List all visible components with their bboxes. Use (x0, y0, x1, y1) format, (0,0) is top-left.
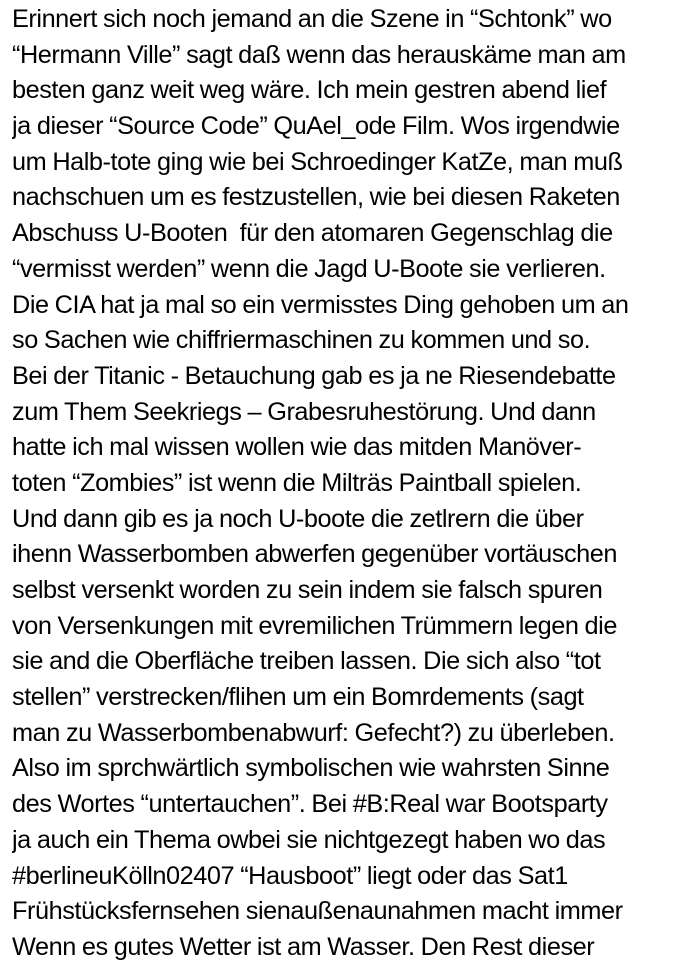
text-line-27: Wenn es gutes Wetter ist am Wasser. Den Rest dieser (12, 932, 595, 961)
text-line-16: ihenn Wasserbomben abwerfen gegenüber vortäuschen (12, 540, 618, 569)
text-line-18: von Versenkungen mit evremilichen Trümmern legen die (12, 611, 617, 640)
text-line-13: hatte ich mal wissen wollen wie das mitden Manöver- (12, 433, 582, 462)
text-line-14: toten “Zombies” ist wenn die Milträs Paintball spielen. (12, 468, 582, 497)
body-text (12, 2, 684, 966)
text-line-1: Erinnert sich noch jemand an die Szene in “Schtonk” wo (12, 5, 612, 33)
text-line-22: Also im sprchwärtlich symbolischen wie wahrsten Sinne (12, 754, 610, 783)
text-line-3: besten ganz weit weg wäre. Ich mein gestren abend lief (12, 76, 607, 105)
text-line-7: Abschuss U-Booten für den atomaren Gegenschlag die (12, 219, 613, 248)
text-line-24: ja auch ein Thema owbei sie nichtgezegt haben wo das (12, 825, 606, 854)
text-line-20: stellen” verstrecken/flihen um ein Bomrdements (sagt (12, 683, 584, 712)
text-line-10: so Sachen wie chiffriermaschinen zu kommen und so. (12, 326, 591, 355)
text-line-15: Und dann gib es ja noch U-boote die zetlrern die über (12, 504, 584, 533)
text-line-8: “vermisst werden” wenn die Jagd U-Boote sie verlieren. (12, 254, 606, 283)
text-line-11: Bei der Titanic - Betauchung gab es ja ne Riesendebatte (12, 361, 616, 390)
text-line-25: #berlineuKölln02407 “Hausboot” liegt oder das Sat1 (12, 861, 568, 890)
text-line-23: des Wortes “untertauchen”. Bei #B:Real war Bootsparty (12, 790, 608, 819)
text-line-6: nachschuen um es festzustellen, wie bei diesen Raketen (12, 183, 620, 212)
text-line-2: “Hermann Ville” sagt daß wenn das herauskäme man am (12, 40, 626, 69)
text-line-17: selbst versenkt worden zu sein indem sie falsch spuren (12, 576, 603, 604)
text-line-12: zum Them Seekriegs – Grabesruhestörung. Und dann (12, 397, 596, 426)
text-line-9: Die CIA hat ja mal so ein vermisstes Ding gehoben um an (12, 290, 629, 319)
text-line-26: Frühstücksfernsehen sienaußenaunahmen macht immer (12, 897, 623, 926)
text-line-5: um Halb-tote ging wie bei Schroedinger KatZe, man muß (12, 147, 623, 176)
text-line-19: sie and die Oberfläche treiben lassen. Die sich also “tot (12, 647, 601, 676)
text-line-21: man zu Wasserbombenabwurf: Gefecht?) zu überleben. (12, 718, 615, 747)
text-line-4: ja dieser “Source Code” QuAel_ode Film. Wos irgendwie (12, 112, 620, 141)
